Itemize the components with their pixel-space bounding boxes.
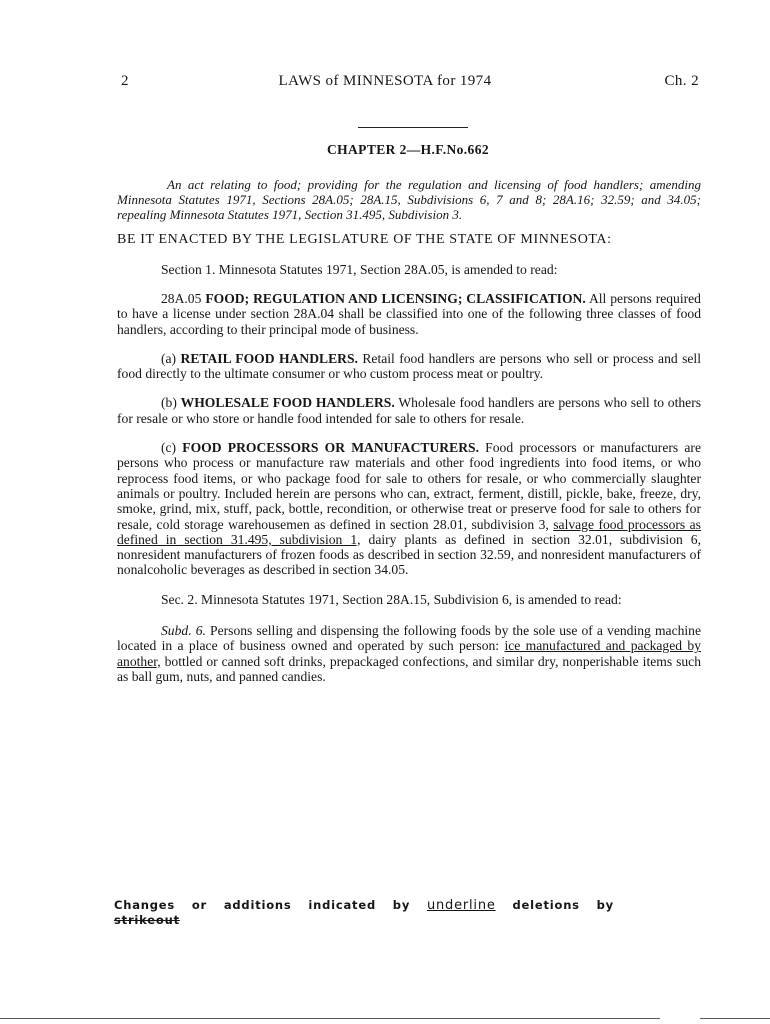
- clause-b-heading: WHOLESALE FOOD HANDLERS.: [180, 395, 395, 411]
- legend-prefix: Changes or additions indicated by: [114, 898, 411, 912]
- section-heading: FOOD; REGULATION AND LICENSING; CLASSIFICATION.: [205, 290, 586, 306]
- heading-rule: [358, 127, 468, 128]
- statute-body: [117, 178, 701, 684]
- clause-b-label: (b): [161, 395, 177, 411]
- subdivision-text: Persons selling and dispensing the following foods by the sole use of a vending machine located in a place of business owned and operated by such person:: [117, 623, 702, 654]
- clause-c-added-text: salvage food processors as defined in section 31.495, subdivision 1,: [117, 516, 701, 547]
- scan-edge-line: [0, 1018, 660, 1019]
- clause-b: [117, 395, 701, 426]
- subdivision-6: [117, 623, 701, 684]
- clause-b-text: Wholesale food handlers are persons who sell to others for resale or who store or handle food intended for sale to others for resale.: [117, 395, 702, 426]
- legend-underline-word: underline: [426, 898, 496, 913]
- legend-middle: deletions by: [512, 898, 614, 912]
- clause-c-heading: FOOD PROCESSORS OR MANUFACTURERS.: [182, 440, 479, 456]
- enacting-clause: BE IT ENACTED BY THE LEGISLATURE OF THE STATE OF MINNESOTA:: [117, 232, 612, 248]
- section-2-intro: Sec. 2. Minnesota Statutes 1971, Section 28A.15, Subdivision 6, is amended to read:: [161, 591, 622, 607]
- section-number: 28A.05: [161, 290, 202, 306]
- running-title: LAWS of MINNESOTA for 1974: [278, 73, 492, 89]
- act-title: An act relating to food; providing for the regulation and licensing of food handlers; amending Minnesota Statutes 1971, Sections 28A.05; 28A.15, Subdivisions 6, 7 and 8; 28A.16; 32.59; and 34.05; repealing Minnesota Statutes 1971, Section 31.495, Subdivision 3.: [117, 177, 701, 222]
- chapter-heading: CHAPTER 2—H.F.No.662: [326, 142, 489, 157]
- clause-c: [117, 440, 701, 578]
- clause-a: [117, 351, 701, 382]
- legend-footnote: [114, 898, 694, 927]
- scan-edge-line: [700, 1018, 770, 1019]
- clause-a-text: Retail food handlers are persons who sell or process and sell food directly to the ultimate consumer or who custom process meat or poultry.: [117, 350, 701, 382]
- legend-strikeout-word: strikeout: [114, 913, 180, 927]
- clause-a-label: (a): [161, 350, 177, 366]
- chapter-reference: Ch. 2: [664, 73, 699, 89]
- clause-c-label: (c): [161, 440, 177, 456]
- subdivision-text-cont: bottled or canned soft drinks, prepackaged confections, and similar dry, nonperishable items such as ball gum, nuts, and panned candies.: [117, 653, 702, 684]
- section-1-intro: Section 1. Minnesota Statutes 1971, Section 28A.05, is amended to read:: [161, 261, 558, 277]
- section-28a05-paragraph: [117, 291, 701, 337]
- page-number: 2: [121, 73, 129, 89]
- subdivision-added-text: ice manufactured and packaged by another,: [117, 638, 701, 669]
- clause-c-text-cont: dairy plants as defined in section 32.01, subdivision 6, nonresident manufacturers of frozen foods as described in section 32.59, and nonresident manufacturers of nonalcoholic beverages as described in section 34.05.: [117, 531, 702, 578]
- clause-c-text: Food processors or manufacturers are persons who process or manufacture raw materials and other food ingredients into food items, or who reprocess food items, or who package food for sale to others for resale, or who commercially slaughter animals or poultry. Included herein are persons who can, extract, ferment, distill, pickle, bake, freeze, dry, smoke, grind, mix, stuff, pack, bottle, recondition, or otherwise treat or preserve food for sale to others for resale, cold storage warehousemen as defined in section 28.01, subdivision 3,: [117, 440, 701, 532]
- subdivision-label: Subd. 6.: [161, 623, 206, 639]
- section-text: All persons required to have a license under section 28A.04 shall be classified into one of the following three classes of food handlers, according to their principal mode of business.: [117, 290, 701, 337]
- clause-a-heading: RETAIL FOOD HANDLERS.: [180, 350, 358, 366]
